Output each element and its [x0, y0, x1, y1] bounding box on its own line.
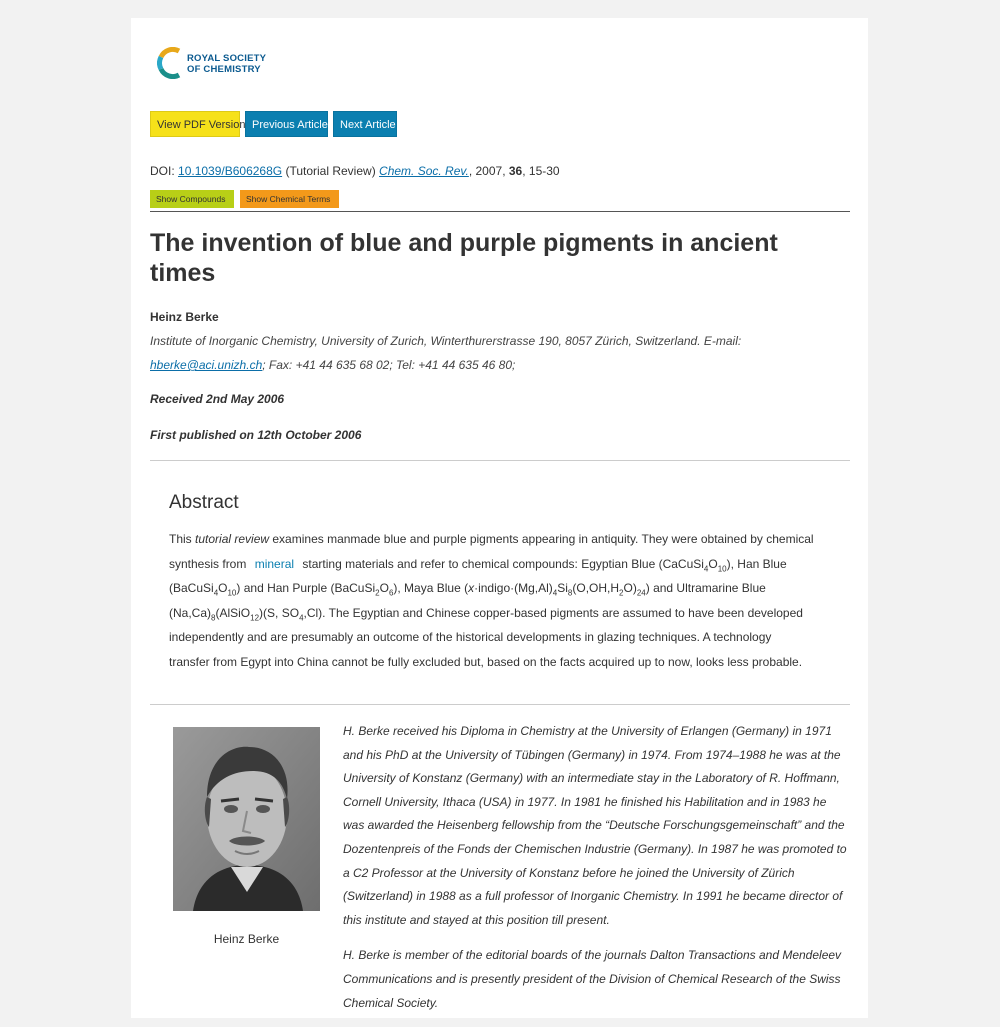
- mineral-term-link[interactable]: mineral: [254, 556, 295, 571]
- bio-paragraph: H. Berke received his Diploma in Chemistry at the University of Erlangen (Germany) in 1971 and his PhD at the University of Tübingen (Germany) in 1974. From 1974–1988 he was at the University of Konstanz (Germany) with an intermediate stay in the Laboratory of R. Hoffmann, Cornell University, Ithaca (USA) in 1977. In 1981 he finished his Habilitation and in 1983 he was awarded the Heisenberg fellowship from the “Deutsche Forschungsgemeinschaft” and the Dozentenpreis of the Fonds der Chemischen Industrie (Germany). In 1987 he was promoted to a C2 Professor at the University of Konstanz before he joined the University of Zürich (Switzerland) in 1988 as a full professor of Inorganic Chemistry. In 1991 he became director of this institute and stayed at this position till present.: [343, 724, 847, 927]
- affiliation-text: Institute of Inorganic Chemistry, University of Zurich, Winterthurerstrasse 190, 8057 Zürich, Switzerland. E-mail:: [150, 334, 742, 348]
- logo-line-2: OF CHEMISTRY: [187, 64, 261, 75]
- doi-link[interactable]: 10.1039/B606268G: [178, 164, 283, 178]
- author-name: Heinz Berke: [150, 310, 219, 324]
- email-link[interactable]: hberke@aci.unizh.ch: [150, 358, 263, 372]
- year: , 2007,: [468, 164, 509, 178]
- doi-prefix: DOI:: [150, 164, 179, 178]
- article-title: The invention of blue and purple pigments in ancient times: [150, 229, 778, 287]
- photo-caption: Heinz Berke: [213, 932, 280, 946]
- abstract-heading: Abstract: [169, 492, 239, 513]
- article-type: (Tutorial Review): [282, 164, 380, 178]
- volume: 36: [508, 164, 523, 178]
- show-compounds-button[interactable]: Show Compounds: [150, 190, 234, 208]
- abstract-text: This tutorial review examines manmade blue and purple pigments appearing in antiquity. They were obtained by chemical synthesis from mineral starting materials and refer to chemical compounds: Egyptian Blue $(CaCuSi_4O_{10})$, Han Blue $(BaCuSi_4O_{10})$ and Han Purple $(BaCuSi_2O_6)$, Maya Blue $(x\cdot indigo\cdot(Mg,Al)_4Si_8(O,OH,H_2O)_{24})$ and Ultramarine Blue $(Na,Ca)_8(AlSiO_{12})(S$, $SO_4,Cl$). The Egyptian and Chinese copper-based pigments are assumed to have been developed independently and are presumably an outcome of the historical developments in glazing techniques. A technology transfer from Egypt into China cannot be fully excluded but, based on the facts acquired up to now, looks less probable.: [169, 532, 814, 669]
- author-biography: [343, 720, 851, 1027]
- view-pdf-button[interactable]: View PDF Version: [150, 111, 240, 137]
- author-portrait-image: [173, 727, 320, 911]
- divider: [150, 211, 850, 212]
- published-date: First published on 12th October 2006: [150, 428, 362, 442]
- received-date: Received 2nd May 2006: [150, 392, 285, 406]
- divider: [150, 704, 850, 705]
- logo-line-1: ROYAL SOCIETY: [187, 53, 267, 64]
- divider: [150, 460, 850, 461]
- author-affiliation: [150, 329, 850, 377]
- rsc-logo[interactable]: [157, 47, 277, 81]
- show-chemical-terms-button[interactable]: Show Chemical Terms: [240, 190, 339, 208]
- next-article-button[interactable]: Next Article: [333, 111, 397, 137]
- pages: , 15-30: [522, 164, 560, 178]
- rsc-logo-icon: [157, 47, 185, 79]
- bio-paragraph: H. Berke is member of the editorial boards of the journals Dalton Transactions and Mendeleev Communications and is presently president of the Division of Chemical Research of the Swiss Chemical Society.: [343, 948, 842, 1010]
- author-photo: [173, 727, 320, 911]
- journal-link[interactable]: Chem. Soc. Rev.: [379, 164, 469, 178]
- article-page: [131, 18, 868, 1018]
- affiliation-contact: ; Fax: +41 44 635 68 02; Tel: +41 44 635 46 80;: [262, 358, 516, 372]
- doi-line: [150, 164, 560, 178]
- previous-article-button[interactable]: Previous Article: [245, 111, 328, 137]
